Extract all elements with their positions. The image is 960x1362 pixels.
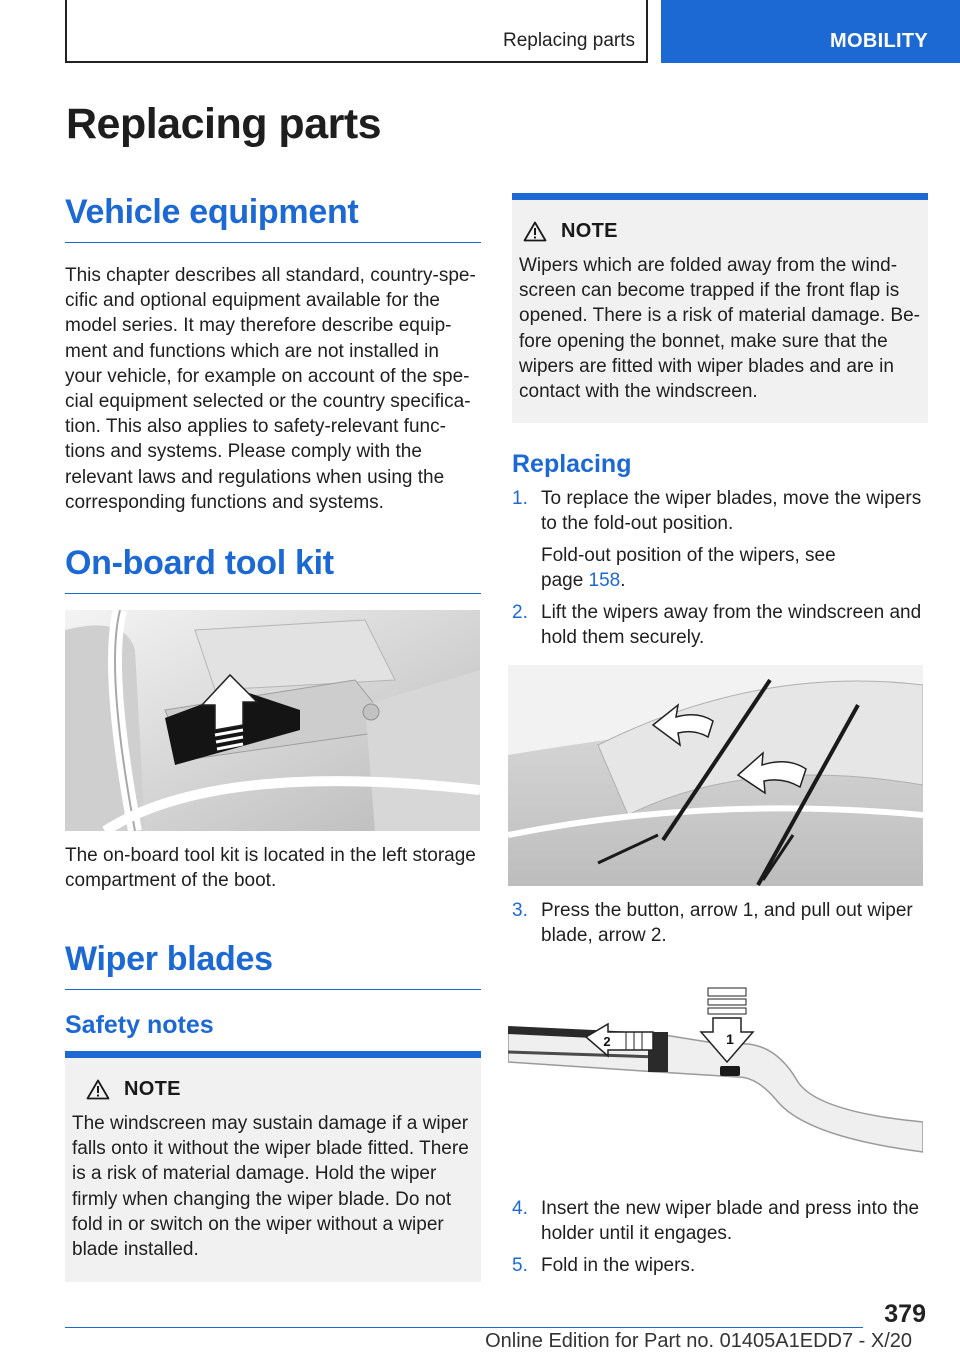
step-text: Insert the new wiper blade and press into the holder until it engages. [541, 1198, 920, 1245]
step-number: 5. [512, 1255, 528, 1276]
step-number: 4. [512, 1198, 528, 1219]
step-text: Lift the wipers away from the windscreen and hold them securely. [541, 602, 922, 649]
step-number: 2. [512, 602, 528, 623]
page-number: 379 [884, 1300, 926, 1328]
step-number: 1. [512, 488, 528, 509]
footer-rule [65, 1327, 863, 1328]
chapter-tab[interactable]: MOBILITY [661, 0, 960, 63]
heading-rule [65, 242, 481, 243]
step-text: Press the button, arrow 1, and pull out wiper blade, arrow 2. [541, 900, 913, 947]
step-sub-suffix: . [620, 570, 626, 592]
note-bar [512, 193, 928, 200]
heading-replacing: Replacing [512, 450, 632, 478]
step-text: Fold in the wipers. [541, 1255, 696, 1276]
wiper-blade-illustration [508, 962, 923, 1183]
step-item [512, 898, 932, 948]
heading-rule [65, 593, 481, 594]
page-title: Replacing parts [66, 100, 382, 148]
wiper-blade-image [508, 962, 923, 1183]
tool-kit-image [65, 610, 480, 831]
arrow-label-2: 2 [603, 1034, 611, 1049]
note-label: NOTE [124, 1078, 181, 1100]
edition-text: Online Edition for Part no. 01405A1EDD7 - X/20 [485, 1330, 912, 1352]
step-item [512, 486, 932, 536]
heading-safety-notes: Safety notes [65, 1011, 214, 1039]
heading-wiper-blades: Wiper blades [65, 940, 273, 978]
warning-icon [523, 221, 547, 242]
step-item [512, 1196, 932, 1246]
tool-kit-illustration [65, 610, 480, 831]
windscreen-illustration [508, 665, 923, 886]
note-box [512, 193, 928, 423]
note-label: NOTE [561, 220, 618, 242]
note-header [65, 1058, 481, 1101]
vehicle-equipment-text: This chapter describes all standard, country-spe- cific and optional equipment available for the model series. It may therefore describe equip- ment and functions which are not installed in your vehicle, for example on account of the spe- cial equipment selected or the country specifica- tion. This also applies to safety-relevant func- tions and systems. Please comply with the relevant laws and regulations when using the corresponding functions and systems. [65, 265, 476, 513]
section-wiper-blades [65, 940, 481, 990]
note-box [65, 1051, 481, 1282]
note-text: Wipers which are folded away from the wind- screen can become trapped if the front flap is opened. There is a risk of material damage. Be- fore opening the bonnet, make sure that the wipers are fitted with wiper blades and are in contact with the windscreen. [519, 255, 920, 403]
note-bar [65, 1051, 481, 1058]
warning-icon [86, 1079, 110, 1100]
step-text: To replace the wiper blades, move the wipers to the fold-out position. [541, 488, 922, 535]
step-item [512, 600, 932, 650]
heading-tool-kit: On-board tool kit [65, 544, 334, 582]
header-section-title: Replacing parts [502, 30, 635, 51]
section-tool-kit [65, 544, 481, 594]
heading-rule [65, 989, 481, 990]
step-number: 3. [512, 900, 528, 921]
step-item [512, 1253, 932, 1278]
heading-vehicle-equipment: Vehicle equipment [65, 193, 359, 231]
page-link[interactable]: 158 [588, 570, 621, 592]
step-sub-text [541, 543, 931, 593]
step-sub-prefix: Fold-out position of the wipers, see page [541, 545, 836, 592]
tool-kit-caption: The on-board tool kit is located in the left storage compartment of the boot. [65, 845, 476, 892]
section-vehicle-equipment [65, 193, 481, 515]
arrow-label-1: 1 [726, 1031, 734, 1047]
windscreen-wipers-image [508, 665, 923, 886]
note-header [512, 200, 928, 243]
note-text: The windscreen may sustain damage if a wiper falls onto it without the wiper blade fitted. There is a risk of material damage. Hold the wiper firmly when changing the wiper blade. Do not fold in or switch on the wiper without a wiper blade installed. [72, 1113, 469, 1261]
